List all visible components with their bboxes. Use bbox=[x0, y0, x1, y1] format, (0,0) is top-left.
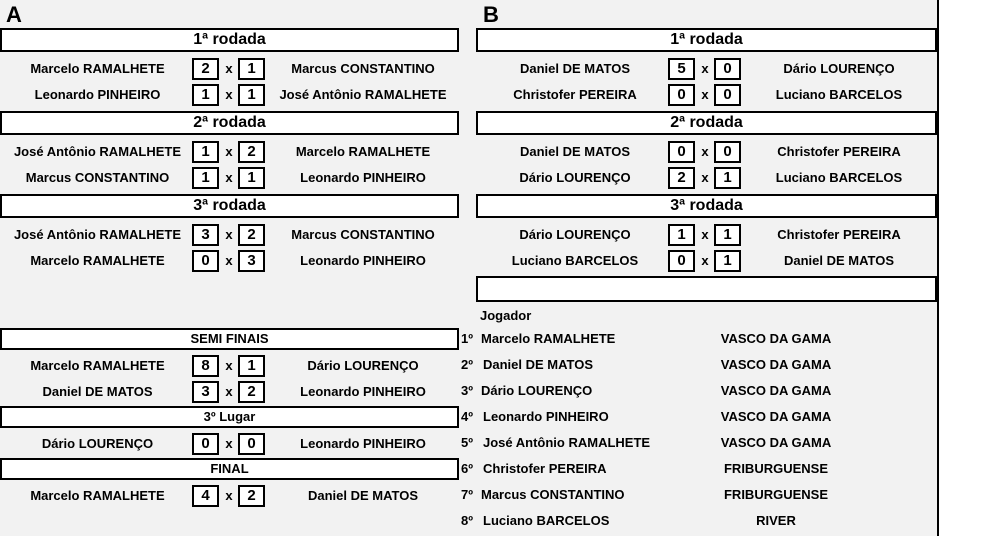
group-a-round-2-match-1 bbox=[0, 141, 459, 163]
away-score[interactable]: 2 bbox=[238, 485, 265, 507]
group-b-round-1-match-1 bbox=[476, 58, 937, 80]
home-score[interactable]: 0 bbox=[668, 84, 695, 106]
rank-player: Leonardo PINHEIRO bbox=[483, 409, 609, 424]
rank-player: Luciano BARCELOS bbox=[483, 513, 610, 528]
final-match bbox=[0, 485, 459, 507]
away-score[interactable]: 1 bbox=[238, 84, 265, 106]
away-score[interactable]: 3 bbox=[238, 250, 265, 272]
rank-position: 7º bbox=[461, 487, 473, 502]
away-score[interactable]: 0 bbox=[714, 58, 741, 80]
final-header: FINAL bbox=[0, 458, 459, 480]
away-player: Leonardo PINHEIRO bbox=[300, 170, 426, 185]
rank-player: Christofer PEREIRA bbox=[483, 461, 607, 476]
ranking-row bbox=[461, 432, 931, 454]
away-player: Marcelo RAMALHETE bbox=[295, 144, 431, 159]
group-b-round-3-header: 3ª rodada bbox=[476, 194, 937, 218]
home-score[interactable]: 1 bbox=[192, 167, 219, 189]
home-score[interactable]: 2 bbox=[192, 58, 219, 80]
rank-player: Dário LOURENÇO bbox=[481, 383, 593, 398]
group-b-round-2-header: 2ª rodada bbox=[476, 111, 937, 135]
home-score[interactable]: 0 bbox=[668, 250, 695, 272]
away-score[interactable]: 1 bbox=[714, 167, 741, 189]
away-score[interactable]: 1 bbox=[238, 167, 265, 189]
away-player: Leonardo PINHEIRO bbox=[300, 384, 426, 399]
ranking-row bbox=[461, 328, 931, 350]
group-b-round-3-match-2 bbox=[476, 250, 937, 272]
versus-mark: x bbox=[225, 253, 233, 268]
home-score[interactable]: 1 bbox=[192, 141, 219, 163]
group-a-round-3-header: 3ª rodada bbox=[0, 194, 459, 218]
home-player: José Antônio RAMALHETE bbox=[13, 144, 182, 159]
home-player: Dário LOURENÇO bbox=[519, 227, 631, 242]
rank-position: 2º bbox=[461, 357, 473, 372]
home-score[interactable]: 0 bbox=[668, 141, 695, 163]
away-player: Daniel DE MATOS bbox=[783, 253, 895, 268]
away-player: Christofer PEREIRA bbox=[777, 227, 901, 242]
away-player: José Antônio RAMALHETE bbox=[279, 87, 447, 102]
versus-mark: x bbox=[701, 227, 709, 242]
rank-team: FRIBURGUENSE bbox=[723, 487, 828, 502]
away-score[interactable]: 0 bbox=[714, 84, 741, 106]
blank-cell-box bbox=[476, 276, 937, 302]
semifinal-match-2 bbox=[0, 381, 459, 403]
rank-team: VASCO DA GAMA bbox=[720, 435, 832, 450]
away-player: Daniel DE MATOS bbox=[307, 488, 419, 503]
rank-team: VASCO DA GAMA bbox=[720, 331, 832, 346]
rank-position: 4º bbox=[461, 409, 473, 424]
home-score[interactable]: 1 bbox=[668, 224, 695, 246]
versus-mark: x bbox=[225, 384, 233, 399]
rank-position: 5º bbox=[461, 435, 473, 450]
rank-position: 6º bbox=[461, 461, 473, 476]
versus-mark: x bbox=[225, 358, 233, 373]
home-player: José Antônio RAMALHETE bbox=[13, 227, 182, 242]
rank-player: José Antônio RAMALHETE bbox=[483, 435, 651, 450]
home-player: Marcelo RAMALHETE bbox=[30, 253, 165, 268]
versus-mark: x bbox=[225, 61, 233, 76]
rank-team: VASCO DA GAMA bbox=[720, 383, 832, 398]
home-player: Christofer PEREIRA bbox=[513, 87, 637, 102]
versus-mark: x bbox=[225, 170, 233, 185]
home-player: Dário LOURENÇO bbox=[519, 170, 631, 185]
ranking-header-player: Jogador bbox=[480, 308, 532, 323]
group-a-round-2-match-2 bbox=[0, 167, 459, 189]
away-player: Luciano BARCELOS bbox=[775, 87, 903, 102]
group-a-round-1-header: 1ª rodada bbox=[0, 28, 459, 52]
home-player: Marcelo RAMALHETE bbox=[30, 358, 165, 373]
group-b-round-1-match-2 bbox=[476, 84, 937, 106]
rank-team: VASCO DA GAMA bbox=[720, 357, 832, 372]
home-score[interactable]: 0 bbox=[192, 433, 219, 455]
rank-position: 8º bbox=[461, 513, 473, 528]
group-a-round-2-header: 2ª rodada bbox=[0, 111, 459, 135]
semifinals-header: SEMI FINAIS bbox=[0, 328, 459, 350]
away-player: Leonardo PINHEIRO bbox=[300, 253, 426, 268]
rank-team: VASCO DA GAMA bbox=[720, 409, 832, 424]
rank-team: FRIBURGUENSE bbox=[723, 461, 828, 476]
group-a-letter: A bbox=[6, 2, 22, 27]
group-a-round-3-match-1 bbox=[0, 224, 459, 246]
away-score[interactable]: 0 bbox=[238, 433, 265, 455]
home-player: Luciano BARCELOS bbox=[511, 253, 639, 268]
versus-mark: x bbox=[701, 87, 709, 102]
home-player: Daniel DE MATOS bbox=[42, 384, 153, 399]
group-a-round-3-match-2 bbox=[0, 250, 459, 272]
home-score[interactable]: 2 bbox=[668, 167, 695, 189]
versus-mark: x bbox=[701, 61, 709, 76]
away-score[interactable]: 1 bbox=[238, 355, 265, 377]
group-b-round-2-match-1 bbox=[476, 141, 937, 163]
home-score[interactable]: 8 bbox=[192, 355, 219, 377]
group-b-round-3-match-1 bbox=[476, 224, 937, 246]
rank-player: Daniel DE MATOS bbox=[483, 357, 594, 372]
away-score[interactable]: 1 bbox=[238, 58, 265, 80]
home-player: Marcelo RAMALHETE bbox=[30, 61, 165, 76]
third-place-header: 3º Lugar bbox=[0, 406, 459, 428]
group-b-letter: B bbox=[483, 2, 499, 27]
rank-player: Marcelo RAMALHETE bbox=[481, 331, 616, 346]
group-a-round-1-match-2 bbox=[0, 84, 459, 106]
home-player: Leonardo PINHEIRO bbox=[34, 87, 161, 102]
away-player: Christofer PEREIRA bbox=[777, 144, 901, 159]
away-score[interactable]: 2 bbox=[238, 224, 265, 246]
ranking-row bbox=[461, 510, 931, 532]
away-player: Dário LOURENÇO bbox=[783, 61, 895, 76]
home-player: Dário LOURENÇO bbox=[41, 436, 154, 451]
rank-player: Marcus CONSTANTINO bbox=[481, 487, 625, 502]
away-player: Marcus CONSTANTINO bbox=[291, 227, 435, 242]
ranking-row bbox=[461, 354, 931, 376]
home-score[interactable]: 5 bbox=[668, 58, 695, 80]
versus-mark: x bbox=[225, 144, 233, 159]
semifinal-match-1 bbox=[0, 355, 459, 377]
home-player: Daniel DE MATOS bbox=[519, 144, 631, 159]
versus-mark: x bbox=[701, 144, 709, 159]
home-score[interactable]: 3 bbox=[192, 381, 219, 403]
versus-mark: x bbox=[701, 170, 709, 185]
away-player: Dário LOURENÇO bbox=[307, 358, 419, 373]
away-score[interactable]: 2 bbox=[238, 141, 265, 163]
home-score[interactable]: 3 bbox=[192, 224, 219, 246]
versus-mark: x bbox=[225, 488, 233, 503]
versus-mark: x bbox=[225, 87, 233, 102]
rank-team: RIVER bbox=[756, 513, 796, 528]
home-player: Daniel DE MATOS bbox=[519, 61, 631, 76]
ranking-row bbox=[461, 484, 931, 506]
rank-position: 1º bbox=[461, 331, 473, 346]
home-score[interactable]: 1 bbox=[192, 84, 219, 106]
third-place-match bbox=[0, 433, 459, 455]
home-score[interactable]: 0 bbox=[192, 250, 219, 272]
away-score[interactable]: 1 bbox=[714, 224, 741, 246]
ranking-row bbox=[461, 406, 931, 428]
away-score[interactable]: 1 bbox=[714, 250, 741, 272]
group-b-round-1-header: 1ª rodada bbox=[476, 28, 937, 52]
away-player: Leonardo PINHEIRO bbox=[300, 436, 426, 451]
versus-mark: x bbox=[225, 436, 233, 451]
home-player: Marcelo RAMALHETE bbox=[30, 488, 165, 503]
home-score[interactable]: 4 bbox=[192, 485, 219, 507]
ranking-row bbox=[461, 458, 931, 480]
home-player: Marcus CONSTANTINO bbox=[25, 170, 170, 185]
versus-mark: x bbox=[701, 253, 709, 268]
group-a-round-1-match-1 bbox=[0, 58, 459, 80]
away-score[interactable]: 0 bbox=[714, 141, 741, 163]
rank-position: 3º bbox=[461, 383, 473, 398]
versus-mark: x bbox=[225, 227, 233, 242]
away-player: Luciano BARCELOS bbox=[775, 170, 903, 185]
group-b-round-2-match-2 bbox=[476, 167, 937, 189]
ranking-row bbox=[461, 380, 931, 402]
away-player: Marcus CONSTANTINO bbox=[291, 61, 435, 76]
away-score[interactable]: 2 bbox=[238, 381, 265, 403]
